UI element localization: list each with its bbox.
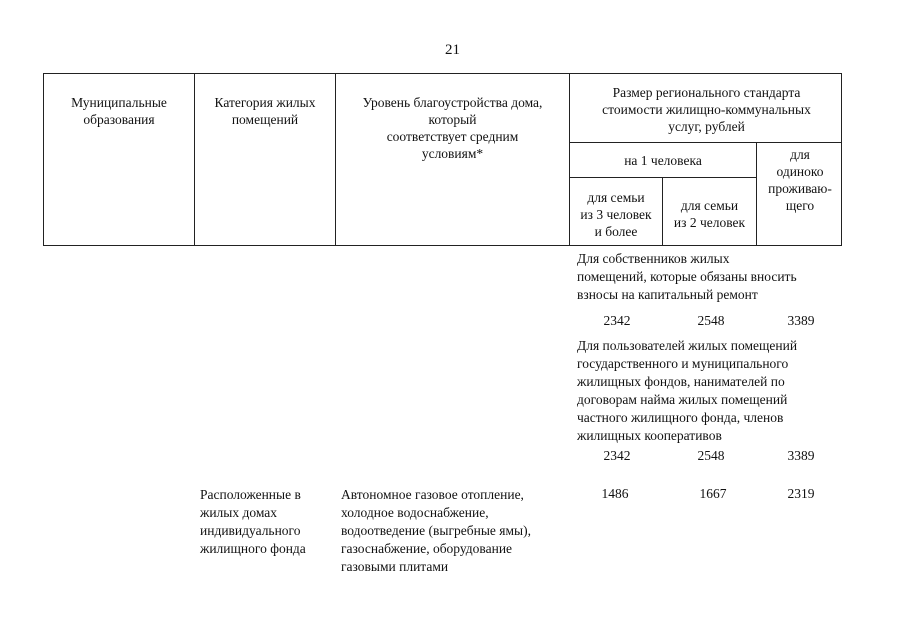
row-category: Расположенные в жилых домах индивидуального жилищного фонда	[200, 487, 306, 556]
header-per-person: на 1 человека	[624, 153, 702, 168]
value-single: 3389	[787, 448, 815, 463]
row-level: Автономное газовое отопление, холодное водоснабжение, водоотведение (выгребные ямы), газоснабжение, оборудование газовыми плитами	[341, 487, 531, 574]
value-single: 3389	[787, 313, 815, 328]
value-family3: 2342	[603, 313, 631, 328]
value-single: 2319	[787, 486, 815, 501]
header-standard: Размер регионального стандарта стоимости жилищно-коммунальных услуг, рублей	[602, 85, 811, 134]
value-family2: 2548	[697, 448, 725, 463]
header-level: Уровень благоустройства дома, который соответствует средним условиям*	[362, 95, 543, 161]
section-heading-users: Для пользователей жилых помещений государственного и муниципального жилищных фондов, нанимателей по договорам найма жилых помещений частного жилищного фонда, членов жилищных кооперативов	[577, 338, 798, 443]
header-municipal: Муниципальные образования	[71, 95, 167, 127]
section-heading-owners: Для собственников жилых помещений, которые обязаны вносить взносы на капитальный ремонт	[577, 251, 797, 302]
value-family3: 1486	[601, 486, 629, 501]
table-header	[43, 73, 842, 246]
header-family3: для семьи из 3 человек и более	[580, 190, 652, 239]
page-number: 21	[445, 42, 460, 58]
value-family2: 2548	[697, 313, 725, 328]
header-single: для одиноко проживаю- щего	[768, 147, 832, 213]
header-category: Категория жилых помещений	[214, 95, 316, 127]
value-family3: 2342	[603, 448, 631, 463]
value-family2: 1667	[699, 486, 727, 501]
row-divider	[569, 142, 841, 143]
header-family2: для семьи из 2 человек	[673, 198, 746, 230]
